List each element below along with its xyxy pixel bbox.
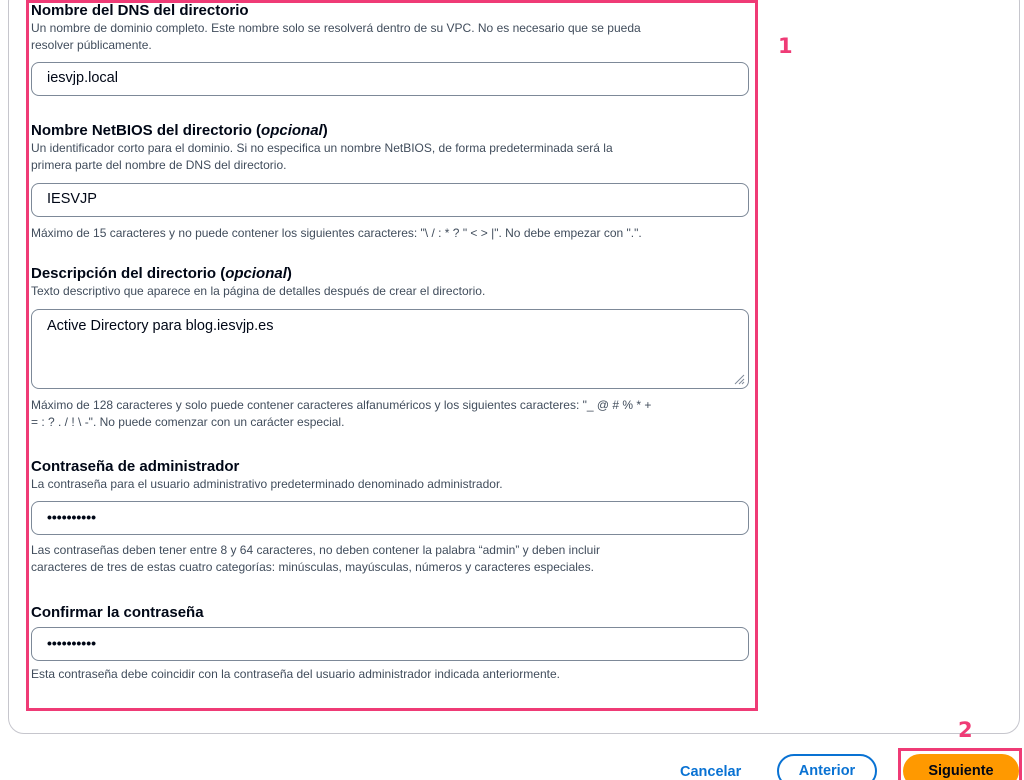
admin-password-hint-1: Las contraseñas deben tener entre 8 y 64 caracteres, no deben contener la palabra “admin” y deben incluir — [31, 543, 601, 557]
dns-name-field — [31, 2, 753, 86]
admin-password-hint-2: caracteres de tres de estas cuatro categorías: minúsculas, mayúsculas, números y caracteres especiales. — [31, 560, 594, 574]
confirm-password-label: Confirmar la contraseña — [31, 604, 204, 621]
netbios-name-label: Nombre NetBIOS del directorio (opcional) — [31, 122, 328, 139]
directory-description-text: Texto descriptivo que aparece en la página de detalles después de crear el directorio. — [31, 284, 486, 298]
confirm-password-hint: Esta contraseña debe coincidir con la contraseña del usuario administrador indicada anteriormente. — [31, 667, 560, 681]
netbios-description-1: Un identificador corto para el dominio. Si no especifica un nombre NetBIOS, de forma predeterminada será la — [31, 141, 613, 155]
dns-name-label: Nombre del DNS del directorio — [31, 2, 249, 19]
netbios-name-input[interactable]: IESVJP — [31, 183, 749, 217]
resize-handle-icon[interactable] — [734, 374, 745, 385]
admin-password-label: Contraseña de administrador — [31, 458, 240, 475]
directory-description-hint-1: Máximo de 128 caracteres y solo puede contener caracteres alfanuméricos y los siguientes caracteres: "_ @ # % * + — [31, 398, 652, 412]
admin-password-input[interactable]: •••••••••• — [31, 501, 749, 535]
dns-name-input[interactable]: iesvjp.local — [31, 62, 749, 96]
next-button[interactable]: Siguiente — [903, 754, 1019, 780]
netbios-optional-label: opcional — [261, 122, 323, 139]
cancel-button[interactable]: Cancelar — [680, 764, 742, 780]
directory-description-hint-2: = : ? . / ! \ -". No puede comenzar con un carácter especial. — [31, 415, 345, 429]
dns-name-description-2: resolver públicamente. — [31, 38, 152, 52]
admin-password-description: La contraseña para el usuario administrativo predeterminado denominado administrador. — [31, 477, 503, 491]
dns-name-description-1: Un nombre de dominio completo. Este nombre solo se resolverá dentro de su VPC. No es necesario que se pueda — [31, 21, 641, 35]
directory-description-field — [31, 265, 753, 429]
netbios-hint: Máximo de 15 caracteres y no puede contener los siguientes caracteres: "\ / : * ? " < > |". No debe empezar con ".". — [31, 226, 642, 240]
confirm-password-field — [31, 604, 753, 681]
netbios-name-field — [31, 122, 753, 240]
annotation-number-2: 2 — [958, 718, 973, 742]
admin-password-field — [31, 458, 753, 574]
previous-button[interactable]: Anterior — [777, 754, 877, 780]
description-optional-label: opcional — [225, 265, 287, 282]
annotation-number-1: 1 — [778, 34, 793, 58]
directory-description-textarea[interactable] — [31, 309, 749, 389]
confirm-password-input[interactable]: •••••••••• — [31, 627, 749, 661]
directory-description-label: Descripción del directorio (opcional) — [31, 265, 292, 282]
netbios-description-2: primera parte del nombre de DNS del directorio. — [31, 158, 287, 172]
directory-description-value: Active Directory para blog.iesvjp.es — [47, 318, 274, 334]
